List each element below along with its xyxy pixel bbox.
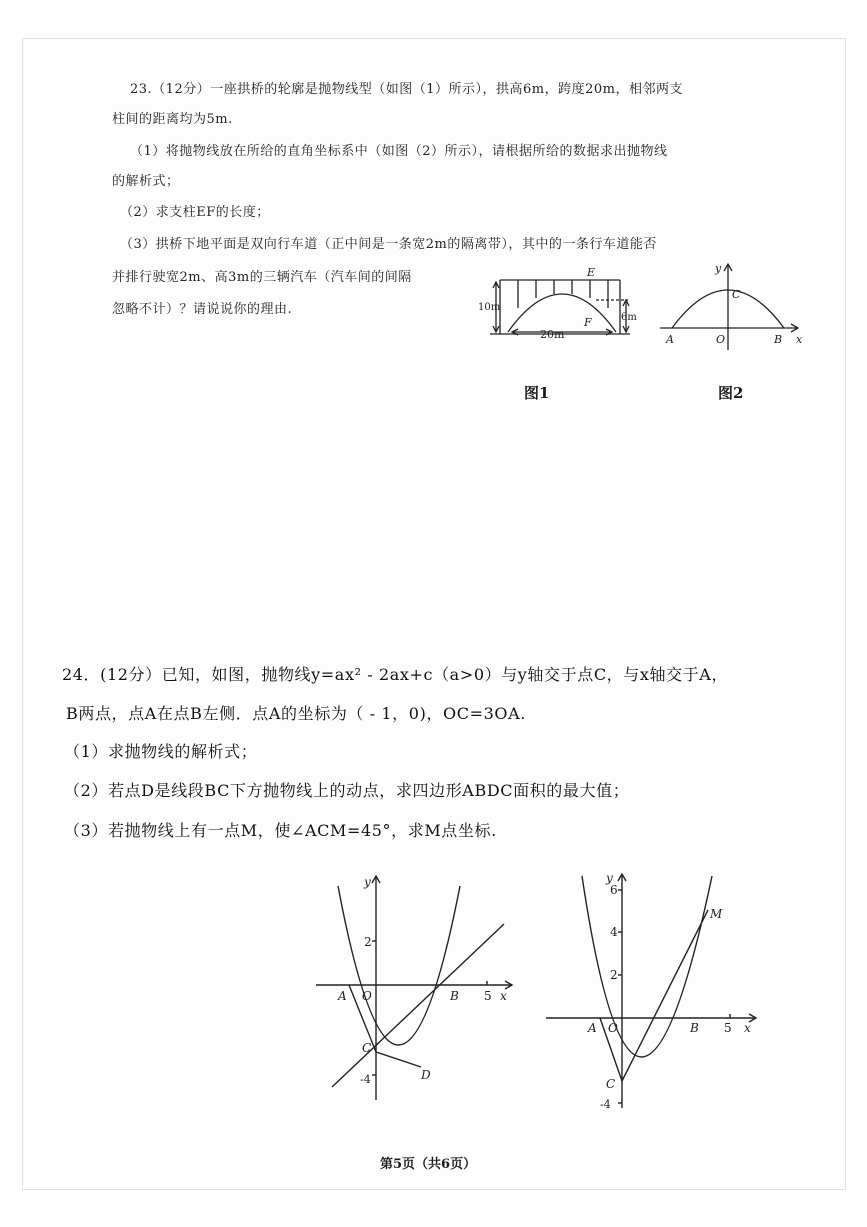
graph1-label-D: D — [421, 1068, 431, 1082]
q23-line-8: 忽略不计）？请说说你的理由. — [112, 302, 293, 317]
graph1-label-C: C — [362, 1041, 372, 1055]
graph1-label-x: x — [500, 989, 507, 1003]
graph-2 — [544, 868, 764, 1118]
graph1-parabola — [338, 886, 460, 1045]
graph2-label-O: O — [608, 1021, 618, 1035]
graph2-label-y: y — [606, 871, 613, 885]
graph1-tick-neg4: -4 — [360, 1073, 371, 1086]
graph1-tick-2: 2 — [364, 935, 372, 949]
fig1-label-10m: 10m — [478, 302, 501, 313]
fig2-label-C: C — [732, 288, 741, 301]
graph2-label-B: B — [690, 1021, 699, 1035]
q23-line-2: 柱间的距离均为5m. — [112, 112, 233, 127]
q23-line-4: 的解析式； — [112, 174, 180, 189]
graph2-label-A: A — [588, 1021, 597, 1035]
fig2-label-y: y — [715, 262, 722, 275]
q24-line-1: 24．(12分）已知，如图，抛物线y=ax² - 2ax+c（a>0）与y轴交于点C，与x轴交于A， — [62, 665, 729, 684]
arch-curve — [508, 294, 616, 332]
graph2-tick-neg4: -4 — [600, 1098, 611, 1111]
q23-line-5: （2）求支柱EF的长度； — [120, 205, 270, 220]
graph2-tick-6: 6 — [610, 883, 618, 897]
graph1-label-y: y — [364, 875, 371, 889]
q23-line-1: 23.（12分）一座拱桥的轮廓是抛物线型（如图（1）所示），拱高6m，跨度20m，相邻两支 — [130, 82, 683, 97]
fig1-label-E: E — [587, 266, 596, 279]
graph2-tick-5: 5 — [724, 1021, 732, 1035]
q23-line-7: 并排行驶宽2m、高3m的三辆汽车（汽车间的间隔 — [112, 270, 412, 285]
fig2-label-A: A — [666, 333, 674, 346]
page-footer: 第5页（共6页） — [380, 1157, 477, 1172]
fig1-label-F: F — [584, 316, 592, 329]
q24-line-2: B两点，点A在点B左侧．点A的坐标为（ - 1，0)，OC=3OA. — [66, 704, 526, 723]
graph2-label-x: x — [744, 1021, 751, 1035]
q23-line-6: （3）拱桥下地平面是双向行车道（正中间是一条宽2m的隔离带），其中的一条行车道能否 — [120, 237, 657, 252]
fig1-label-6m: 6m — [621, 312, 637, 323]
graph1-label-O: O — [362, 989, 372, 1003]
graph2-tick-4: 4 — [610, 925, 618, 939]
graph1-quadrilateral-edges — [349, 985, 421, 1067]
fig2-label-B: B — [774, 333, 783, 346]
fig1-label-20m: 20m — [540, 328, 565, 341]
fig1-caption: 图1 — [524, 384, 550, 402]
figure-2-coordinate-system — [660, 258, 810, 358]
q23-line-3: （1）将抛物线放在所给的直角坐标系中（如图（2）所示），请根据所给的数据求出抛物线 — [130, 144, 668, 159]
q24-line-5: （3）若抛物线上有一点M，使∠ACM=45°，求M点坐标. — [64, 821, 497, 840]
graph2-line-cm — [622, 910, 708, 1081]
q24-line-4: （2）若点D是线段BC下方抛物线上的动点，求四边形ABDC面积的最大值； — [64, 781, 630, 800]
graph1-label-B: B — [450, 989, 459, 1003]
figure-1-arch-bridge — [478, 262, 638, 352]
q24-line-3: （1）求抛物线的解析式； — [64, 742, 258, 761]
fig2-label-x: x — [796, 333, 803, 346]
fig2-label-O: O — [716, 333, 726, 346]
graph1-label-A: A — [338, 989, 347, 1003]
graph2-tick-2: 2 — [610, 968, 618, 982]
graph1-tick-5: 5 — [484, 989, 492, 1003]
graph2-label-M: M — [710, 907, 723, 921]
graph2-label-C: C — [606, 1077, 616, 1091]
fig2-caption: 图2 — [718, 384, 744, 402]
graph-1 — [312, 868, 522, 1108]
